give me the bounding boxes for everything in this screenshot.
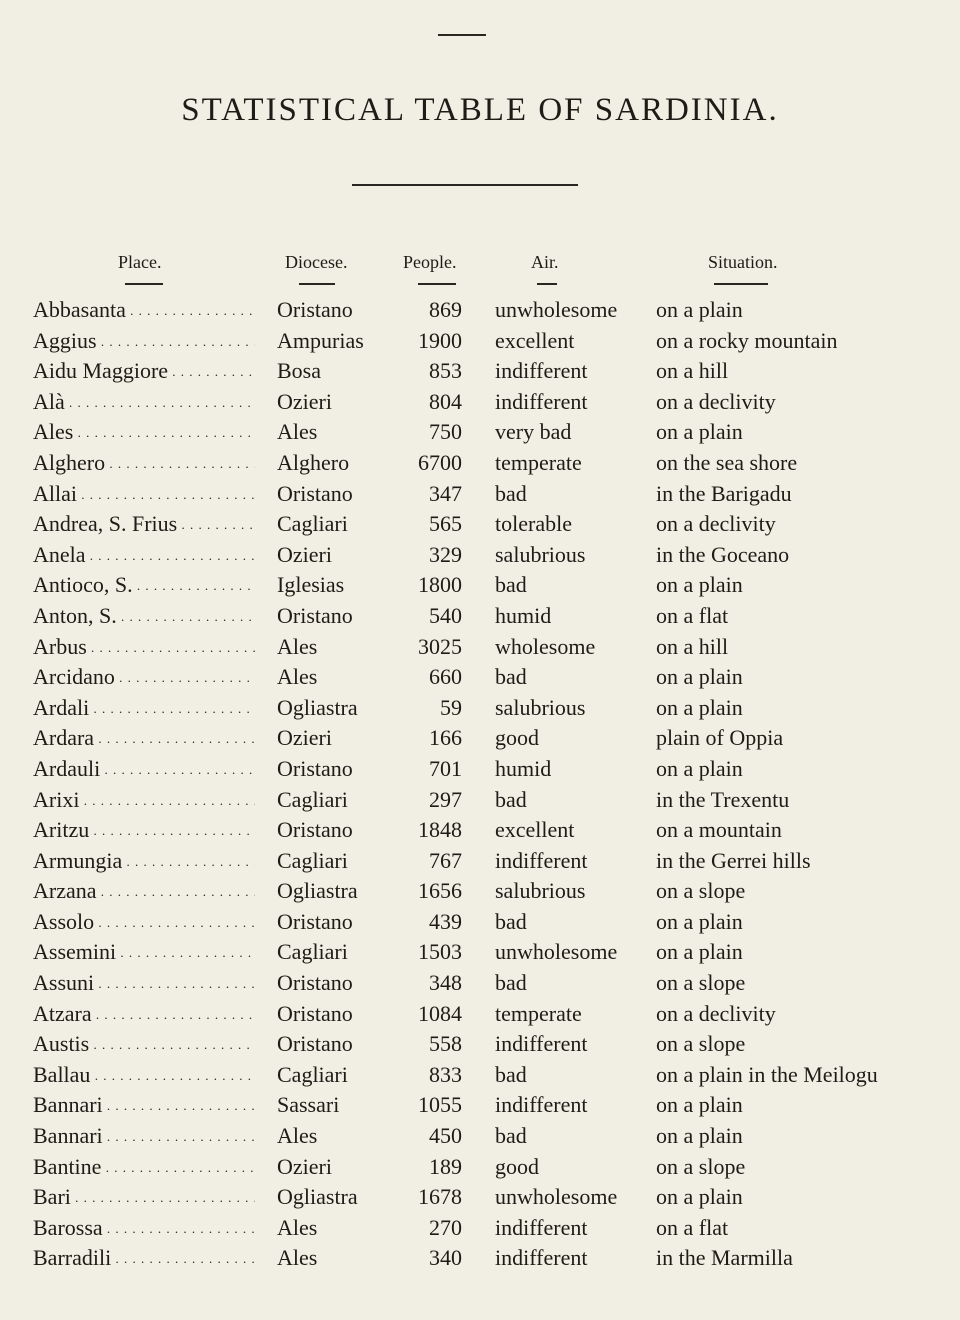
situation-cell: on a plain in the Meilogu [656, 1061, 878, 1087]
people-cell: 540 [429, 602, 462, 628]
situation-cell: on a plain [656, 1184, 743, 1210]
air-cell: excellent [495, 327, 575, 353]
situation-cell: on a hill [656, 358, 729, 384]
air-cell: bad [495, 664, 527, 690]
people-cell: 833 [429, 1061, 462, 1087]
situation-cell: on a hill [656, 633, 729, 659]
place-cell: Bari . . . [33, 1182, 255, 1214]
diocese-cell: Oristano [277, 1000, 353, 1026]
header-rule [714, 283, 768, 285]
table-row [0, 540, 960, 571]
air-cell: bad [495, 480, 527, 506]
people-cell: 270 [429, 1214, 462, 1240]
people-cell: 348 [429, 970, 462, 996]
diocese-cell: Oristano [277, 297, 353, 322]
diocese-cell: Oristano [277, 817, 353, 843]
people-cell: 1503 [418, 939, 462, 965]
table-row [0, 785, 960, 816]
header-diocese: Diocese. [285, 252, 348, 272]
table-row [0, 1029, 960, 1060]
situation-cell: on a plain [656, 297, 743, 322]
situation-cell: on a plain [656, 664, 743, 690]
table-row [0, 937, 960, 968]
situation-cell: on a declivity [656, 388, 776, 414]
diocese-cell: Ogliastra [277, 878, 358, 904]
place-cell: Antioco, S. . . . [33, 570, 255, 602]
statistics-table [0, 295, 960, 1274]
place-cell: Armungia . . . [33, 846, 255, 878]
place-cell: Arzana . . . [33, 876, 255, 908]
situation-cell: on a plain [656, 1092, 743, 1118]
table-row [0, 1121, 960, 1152]
place-cell: Andrea, S. Frius . . . [33, 509, 255, 541]
people-cell: 59 [440, 694, 462, 720]
people-cell: 439 [429, 908, 462, 934]
air-cell: bad [495, 572, 527, 598]
header-situation: Situation. [708, 252, 778, 272]
people-cell: 767 [429, 847, 462, 873]
table-row [0, 693, 960, 724]
people-cell: 166 [429, 725, 462, 751]
people-cell: 1656 [418, 878, 462, 904]
diocese-cell: Alghero [277, 449, 350, 475]
title-rule [352, 184, 578, 186]
air-cell: excellent [495, 817, 575, 843]
table-row [0, 815, 960, 846]
place-cell: Barossa . . . [33, 1213, 255, 1245]
people-cell: 189 [429, 1153, 462, 1179]
air-cell: very bad [495, 419, 572, 445]
diocese-cell: Ampurias [277, 327, 364, 353]
situation-cell: on a plain [656, 694, 743, 720]
table-row [0, 387, 960, 418]
place-cell: Ardali . . . [33, 693, 255, 725]
diocese-cell: Oristano [277, 1031, 353, 1057]
air-cell: salubrious [495, 878, 586, 904]
diocese-cell: Sassari [277, 1092, 340, 1118]
situation-cell: on a rocky mountain [656, 327, 838, 353]
diocese-cell: Cagliari [277, 1061, 348, 1087]
people-cell: 340 [429, 1245, 462, 1271]
air-cell: indifferent [495, 1031, 588, 1057]
place-cell: Barradili . . . [33, 1243, 255, 1275]
air-cell: bad [495, 908, 527, 934]
place-cell: Ardauli . . . [33, 754, 255, 786]
situation-cell: on a mountain [656, 817, 782, 843]
diocese-cell: Oristano [277, 970, 353, 996]
table-row [0, 1090, 960, 1121]
table-row [0, 1060, 960, 1091]
situation-cell: on a flat [656, 1214, 729, 1240]
situation-cell: in the Barigadu [656, 480, 792, 506]
people-cell: 1055 [418, 1092, 462, 1118]
table-row [0, 662, 960, 693]
table-row [0, 417, 960, 448]
air-cell: unwholesome [495, 297, 618, 322]
table-row [0, 632, 960, 663]
place-cell: Aidu Maggiore . . . [33, 356, 255, 388]
table-row [0, 479, 960, 510]
people-cell: 6700 [418, 449, 462, 475]
table-row [0, 448, 960, 479]
situation-cell: on a plain [656, 755, 743, 781]
people-cell: 297 [429, 786, 462, 812]
air-cell: salubrious [495, 541, 586, 567]
table-row [0, 1213, 960, 1244]
diocese-cell: Ales [277, 1214, 318, 1240]
place-cell: Ales . . . [33, 417, 255, 449]
place-cell: Aggius . . . [33, 326, 255, 358]
diocese-cell: Bosa [277, 358, 321, 384]
diocese-cell: Ales [277, 664, 318, 690]
air-cell: temperate [495, 449, 582, 475]
situation-cell: on a flat [656, 602, 729, 628]
situation-cell: in the Gerrei hills [656, 847, 811, 873]
people-cell: 750 [429, 419, 462, 445]
table-row [0, 723, 960, 754]
diocese-cell: Ozieri [277, 541, 332, 567]
table-row [0, 846, 960, 877]
air-cell: bad [495, 1123, 527, 1149]
people-cell: 1084 [418, 1000, 462, 1026]
table-row [0, 907, 960, 938]
place-cell: Arbus . . . [33, 632, 255, 664]
situation-cell: on a plain [656, 908, 743, 934]
place-cell: Ardara . . . [33, 723, 255, 755]
diocese-cell: Ogliastra [277, 694, 358, 720]
situation-cell: in the Trexentu [656, 786, 790, 812]
header-rule [125, 283, 163, 285]
place-cell: Austis . . . [33, 1029, 255, 1061]
air-cell: indifferent [495, 1245, 588, 1271]
diocese-cell: Ales [277, 1245, 318, 1271]
table-row [0, 1152, 960, 1183]
situation-cell: on a plain [656, 572, 743, 598]
diocese-cell: Oristano [277, 908, 353, 934]
table-row [0, 999, 960, 1030]
diocese-cell: Ozieri [277, 1153, 332, 1179]
diocese-cell: Ogliastra [277, 1184, 358, 1210]
situation-cell: on a plain [656, 1123, 743, 1149]
air-cell: bad [495, 970, 527, 996]
people-cell: 701 [429, 755, 462, 781]
place-cell: Assolo . . . [33, 907, 255, 939]
diocese-cell: Oristano [277, 480, 353, 506]
air-cell: indifferent [495, 1092, 588, 1118]
header-rule [299, 283, 335, 285]
situation-cell: on a plain [656, 419, 743, 445]
header-rule [537, 283, 557, 285]
place-cell: Bantine . . . [33, 1152, 255, 1184]
people-cell: 329 [429, 541, 462, 567]
place-cell: Bannari . . . [33, 1090, 255, 1122]
header-rule [418, 283, 456, 285]
people-cell: 804 [429, 388, 462, 414]
place-cell: Assemini . . . [33, 937, 255, 969]
place-cell: Anela . . . [33, 540, 255, 572]
situation-cell: in the Goceano [656, 541, 790, 567]
place-cell: Arcidano . . . [33, 662, 255, 694]
place-cell: Ballau . . . [33, 1060, 255, 1092]
header-air: Air. [531, 252, 559, 272]
people-cell: 869 [429, 297, 462, 322]
air-cell: salubrious [495, 694, 586, 720]
table-row [0, 1182, 960, 1213]
air-cell: indifferent [495, 847, 588, 873]
header-place: Place. [118, 252, 162, 272]
air-cell: indifferent [495, 1214, 588, 1240]
people-cell: 565 [429, 511, 462, 537]
air-cell: indifferent [495, 358, 588, 384]
place-cell: Assuni . . . [33, 968, 255, 1000]
air-cell: good [495, 725, 539, 751]
diocese-cell: Cagliari [277, 939, 348, 965]
table-row [0, 876, 960, 907]
place-cell: Aritzu . . . [33, 815, 255, 847]
header-people: People. [403, 252, 457, 272]
table-row [0, 601, 960, 632]
air-cell: good [495, 1153, 539, 1179]
people-cell: 450 [429, 1123, 462, 1149]
people-cell: 3025 [418, 633, 462, 659]
situation-cell: on a declivity [656, 511, 776, 537]
table-row [0, 968, 960, 999]
people-cell: 347 [429, 480, 462, 506]
table-row [0, 570, 960, 601]
place-cell: Atzara . . . [33, 999, 255, 1031]
situation-cell: plain of Oppia [656, 725, 784, 751]
diocese-cell: Oristano [277, 602, 353, 628]
diocese-cell: Ales [277, 1123, 318, 1149]
diocese-cell: Ozieri [277, 725, 332, 751]
air-cell: unwholesome [495, 939, 618, 965]
air-cell: tolerable [495, 511, 572, 537]
people-cell: 1678 [418, 1184, 462, 1210]
diocese-cell: Cagliari [277, 786, 348, 812]
diocese-cell: Iglesias [277, 572, 345, 598]
air-cell: indifferent [495, 388, 588, 414]
situation-cell: on the sea shore [656, 449, 798, 475]
table-row [0, 754, 960, 785]
situation-cell: on a slope [656, 970, 746, 996]
diocese-cell: Cagliari [277, 511, 348, 537]
people-cell: 1900 [418, 327, 462, 353]
diocese-cell: Ales [277, 419, 318, 445]
situation-cell: in the Marmilla [656, 1245, 793, 1271]
air-cell: wholesome [495, 633, 596, 659]
situation-cell: on a slope [656, 1153, 746, 1179]
table-row [0, 509, 960, 540]
place-cell: Anton, S. . . . [33, 601, 255, 633]
top-decorative-rule [438, 34, 486, 36]
place-cell: Bannari . . . [33, 1121, 255, 1153]
page-title: STATISTICAL TABLE OF SARDINIA. [181, 92, 779, 128]
situation-cell: on a declivity [656, 1000, 776, 1026]
place-cell: Allai . . . [33, 479, 255, 511]
people-cell: 660 [429, 664, 462, 690]
people-cell: 1848 [418, 817, 462, 843]
table-row [0, 356, 960, 387]
place-cell: Alà . . . [33, 387, 255, 419]
table-row [0, 326, 960, 357]
place-cell: Arixi . . . [33, 785, 255, 817]
situation-cell: on a plain [656, 939, 743, 965]
air-cell: bad [495, 1061, 527, 1087]
table-row [0, 1243, 960, 1274]
people-cell: 1800 [418, 572, 462, 598]
place-cell: Abbasanta . . . [33, 295, 255, 327]
air-cell: humid [495, 602, 552, 628]
air-cell: humid [495, 755, 552, 781]
diocese-cell: Oristano [277, 755, 353, 781]
place-cell: Alghero . . . [33, 448, 255, 480]
people-cell: 853 [429, 358, 462, 384]
diocese-cell: Ozieri [277, 388, 332, 414]
situation-cell: on a slope [656, 1031, 746, 1057]
air-cell: unwholesome [495, 1184, 618, 1210]
diocese-cell: Cagliari [277, 847, 348, 873]
air-cell: temperate [495, 1000, 582, 1026]
air-cell: bad [495, 786, 527, 812]
people-cell: 558 [429, 1031, 462, 1057]
table-row [0, 295, 960, 326]
diocese-cell: Ales [277, 633, 318, 659]
situation-cell: on a slope [656, 878, 746, 904]
